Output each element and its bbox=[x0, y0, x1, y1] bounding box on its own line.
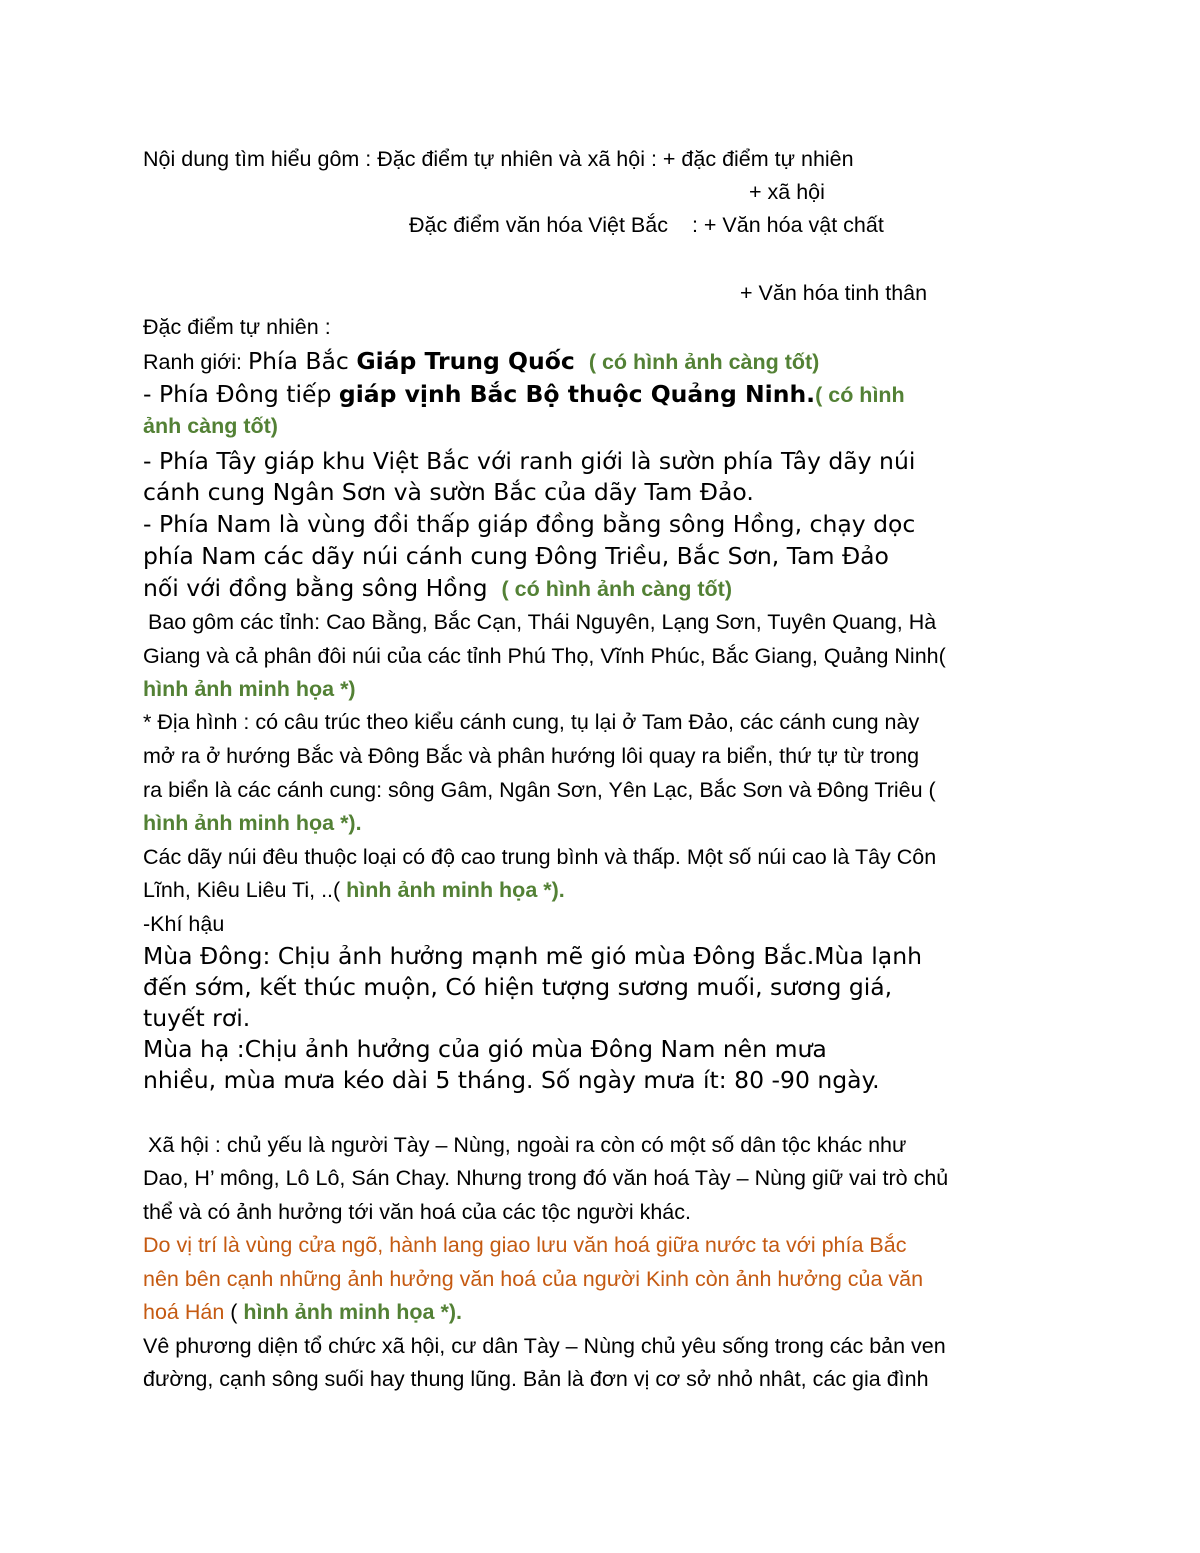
border-south-line-2: phía Nam các dãy núi cánh cung Đông Triều, Bắc Sơn, Tam Đảo bbox=[143, 542, 889, 570]
natural-heading: Đặc điểm tự nhiên : bbox=[143, 315, 331, 339]
mountains-line-2 bbox=[143, 878, 565, 903]
border-north-line bbox=[143, 347, 819, 375]
provinces-line-2: Giang và cả phân đôi núi của các tỉnh Phú Thọ, Vĩnh Phúc, Bắc Giang, Quảng Ninh( bbox=[143, 644, 946, 668]
han-note-open: ( bbox=[224, 1300, 244, 1324]
provinces-note: hình ảnh minh họa *) bbox=[143, 677, 356, 701]
society-line-2: Dao, H’ mông, Lô Lô, Sán Chay. Nhưng trong đó văn hoá Tày – Nùng giữ vai trò chủ bbox=[143, 1166, 949, 1190]
society-line-3: thể và có ảnh hưởng tới văn hoá của các tộc người khác. bbox=[143, 1200, 691, 1224]
climate-heading: -Khí hậu bbox=[143, 912, 225, 936]
north-bold: Giáp Trung Quốc bbox=[356, 347, 575, 375]
terrain-line-2: mở ra ở hướng Bắc và Đông Bắc và phân hướng lôi quay ra biển, thứ tự từ trong bbox=[143, 744, 920, 768]
outline-line-1: Nội dung tìm hiểu gôm : Đặc điểm tự nhiên và xã hội : + đặc điểm tự nhiên bbox=[143, 147, 854, 171]
winter-line-2: đến sớm, kết thúc muộn, Có hiện tượng sương muối, sương giá, bbox=[143, 973, 893, 1001]
south-image-note: ( có hình ảnh càng tốt) bbox=[501, 577, 733, 601]
winter-line-3: tuyết rơi. bbox=[143, 1004, 251, 1032]
han-influence-line-3 bbox=[143, 1300, 462, 1325]
outline-culture-label: Đặc điểm văn hóa Việt Bắc bbox=[409, 213, 668, 237]
mountains-text: Lĩnh, Kiêu Liêu Ti, ..( bbox=[143, 878, 341, 902]
terrain-line-1: * Địa hình : có câu trúc theo kiểu cánh cung, tụ lại ở Tam Đảo, các cánh cung này bbox=[143, 710, 920, 734]
han-influence-line-2: nên bên cạnh những ảnh hưởng văn hoá của người Kinh còn ảnh hưởng của văn bbox=[143, 1267, 924, 1291]
border-south-line-1: - Phía Nam là vùng đồi thấp giáp đồng bằng sông Hồng, chạy dọc bbox=[143, 510, 916, 538]
outline-line-4: + Văn hóa tinh thân bbox=[740, 281, 928, 305]
society-line-1: Xã hội : chủ yếu là người Tày – Nùng, ngoài ra còn có một số dân tộc khác như bbox=[148, 1133, 907, 1157]
outline-line-2: + xã hội bbox=[749, 180, 825, 204]
summer-line-1: Mùa hạ :Chịu ảnh hưởng của gió mùa Đông Nam nên mưa bbox=[143, 1035, 827, 1063]
image-note: ( có hình ảnh càng tốt) bbox=[588, 350, 820, 374]
border-east-line bbox=[143, 380, 905, 408]
border-label: Ranh giới: bbox=[143, 350, 248, 374]
south-text: nối với đồng bằng sông Hồng bbox=[143, 574, 488, 602]
han-influence-line-1: Do vị trí là vùng cửa ngõ, hành lang giao lưu văn hoá giữa nước ta với phía Bắc bbox=[143, 1233, 907, 1257]
outline-line-3 bbox=[409, 213, 884, 238]
east-prefix: - Phía Đông tiếp bbox=[143, 380, 339, 408]
east-note-1: ( có hình bbox=[815, 383, 905, 407]
east-bold: giáp vịnh Bắc Bộ thuộc Quảng Ninh. bbox=[338, 380, 816, 408]
terrain-line-3: ra biển là các cánh cung: sông Gâm, Ngân Sơn, Yên Lạc, Bắc Sơn và Đông Triêu ( bbox=[143, 778, 936, 802]
border-west-line-2: cánh cung Ngân Sơn và sườn Bắc của dãy Tam Đảo. bbox=[143, 478, 754, 506]
border-south-line-3 bbox=[143, 574, 732, 602]
terrain-note: hình ảnh minh họa *). bbox=[143, 811, 362, 835]
summer-line-2: nhiều, mùa mưa kéo dài 5 tháng. Số ngày mưa ít: 80 -90 ngày. bbox=[143, 1066, 880, 1094]
winter-line-1: Mùa Đông: Chịu ảnh hưởng mạnh mẽ gió mùa Đông Bắc.Mùa lạnh bbox=[143, 942, 922, 970]
north-prefix: Phía Bắc bbox=[247, 347, 357, 375]
organization-line-2: đường, cạnh sông suối hay thung lũng. Bản là đơn vị cơ sở nhỏ nhât, các gia đình bbox=[143, 1367, 929, 1391]
han-note: hình ảnh minh họa *). bbox=[243, 1300, 462, 1324]
border-west-line-1: - Phía Tây giáp khu Việt Bắc với ranh giới là sườn phía Tây dãy núi bbox=[143, 447, 916, 475]
east-note-2: ảnh càng tốt) bbox=[143, 414, 278, 438]
outline-culture-item: : + Văn hóa vật chất bbox=[691, 213, 884, 237]
organization-line-1: Vê phương diện tổ chức xã hội, cư dân Tày – Nùng chủ yêu sống trong các bản ven bbox=[143, 1334, 946, 1358]
mountains-note: hình ảnh minh họa *). bbox=[340, 878, 565, 902]
mountains-line-1: Các dãy núi đêu thuộc loại có độ cao trung bình và thấp. Một số núi cao là Tây Côn bbox=[143, 845, 937, 869]
provinces-line-1: Bao gôm các tỉnh: Cao Bằng, Bắc Cạn, Thái Nguyên, Lạng Sơn, Tuyên Quang, Hà bbox=[148, 610, 937, 634]
han-text: hoá Hán bbox=[143, 1300, 225, 1324]
